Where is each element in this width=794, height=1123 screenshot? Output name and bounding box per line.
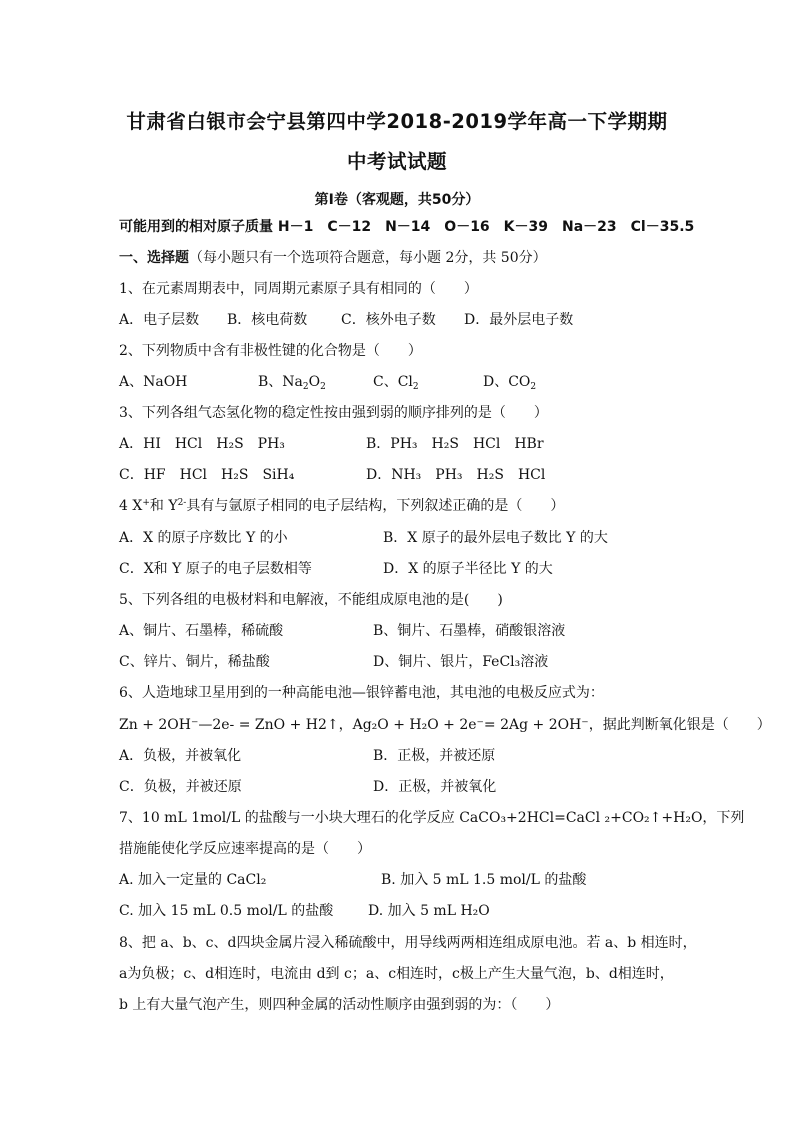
question-8-line3: b 上有大量气泡产生，则四种金属的活动性顺序由强到弱的为：（ ） (119, 997, 560, 1013)
question-6-stem: 6、人造地球卫星用到的一种高能电池—银锌蓄电池，其电池的电极反应式为： (119, 685, 604, 701)
q2-option-d-sub: 2 (530, 382, 537, 392)
q6-option-a: A．负极，并被氧化 (119, 748, 242, 764)
q4-stem-text3: 具有与氩原子相同的电子层结构，下列叙述正确的是（ ） (186, 498, 565, 514)
q1-option-a: A．电子层数 (119, 312, 200, 328)
q4-stem-text2: 和 Y (149, 498, 178, 514)
atomic-masses-line: 可能用到的相对原子质量 H－1 C－12 N－14 O－16 K－39 Na－23 Cl－35.5 (119, 219, 695, 235)
section-heading-label: 一、选择题 (119, 250, 189, 266)
q1-option-d: D．最外层电子数 (464, 312, 574, 328)
exam-title-line1: 甘肃省白银市会宁县第四中学2018-2019学年高一下学期期 (126, 110, 668, 133)
q3-option-c: C．HF HCl H₂S SiH₄ (119, 467, 295, 483)
q3-option-d: D．NH₃ PH₃ H₂S HCl (366, 467, 546, 483)
q5-option-b: B、铜片、石墨棒，硝酸银溶液 (373, 623, 566, 639)
question-7-stem-line2: 措施能使化学反应速率提高的是（ ） (119, 841, 371, 857)
q3-option-a: A．HI HCl H₂S PH₃ (119, 436, 285, 452)
q6-option-d: D．正极，并被氧化 (373, 779, 497, 795)
q4-stem-text1: 4 X (119, 498, 143, 514)
q6-option-b: B．正极，并被还原 (373, 748, 496, 764)
q4-stem-sup2: 2- (177, 498, 187, 508)
q2-option-c-text: C、Cl (373, 374, 413, 390)
q2-option-d-text: D、CO (483, 374, 531, 390)
q2-option-d (483, 373, 536, 391)
q2-option-b-text2: O (308, 374, 321, 390)
q3-option-b: B．PH₃ H₂S HCl HBr (366, 436, 544, 452)
question-5-stem: 5、下列各组的电极材料和电解液，不能组成原电池的是( ) (119, 592, 503, 608)
section-heading (119, 249, 547, 267)
q4-stem-sup1: + (142, 498, 150, 508)
q1-option-b: B．核电荷数 (227, 312, 308, 328)
q2-option-c-sub: 2 (412, 382, 419, 392)
question-3-stem: 3、下列各组气态氢化物的稳定性按由强到弱的顺序排列的是（ ） (119, 405, 548, 421)
question-6-equation: Zn + 2OH⁻—2e- = ZnO + H2↑，Ag₂O + H₂O + 2e⁻= 2Ag + 2OH⁻，据此判断氧化银是（ ） (119, 717, 771, 733)
q5-option-d: D、铜片、银片，FeCl₃溶液 (373, 654, 549, 670)
q6-option-c: C．负极，并被还原 (119, 779, 242, 795)
q2-option-a: A、NaOH (119, 374, 188, 390)
question-1-stem: 1、在元素周期表中，同周期元素原子具有相同的（ ） (119, 281, 478, 297)
q2-option-c (373, 373, 419, 391)
q5-option-a: A、铜片、石墨棒，稀硫酸 (119, 623, 284, 639)
q4-option-c: C．X和 Y 原子的电子层数相等 (119, 561, 312, 577)
q7-option-b: B. 加入 5 mL 1.5 mol/L 的盐酸 (381, 872, 587, 888)
q2-option-b-text1: B、Na (258, 374, 303, 390)
question-7-stem-line1: 7、10 mL 1mol/L 的盐酸与一小块大理石的化学反应 CaCO₃+2HCl=CaCl ₂+CO₂↑+H₂O，下列 (119, 810, 745, 826)
q7-option-d: D. 加入 5 mL H₂O (368, 903, 490, 919)
q2-option-b (258, 373, 326, 391)
question-4-stem (119, 497, 564, 515)
q7-option-a: A. 加入一定量的 CaCl₂ (119, 872, 267, 888)
q1-option-c: C．核外电子数 (341, 312, 436, 328)
question-8-line2: a为负极；c、d相连时，电流由 d到 c；a、c相连时，c极上产生大量气泡，b、d相连时， (119, 966, 674, 982)
exam-title-line2: 中考试试题 (346, 150, 447, 173)
question-2-stem: 2、下列物质中含有非极性键的化合物是（ ） (119, 343, 422, 359)
q4-option-d: D．X 的原子半径比 Y 的大 (383, 561, 553, 577)
q7-option-c: C. 加入 15 mL 0.5 mol/L 的盐酸 (119, 903, 334, 919)
q2-option-b-sub2: 2 (320, 382, 326, 392)
q4-option-b: B．X 原子的最外层电子数比 Y 的大 (383, 530, 608, 546)
section-subtitle: 第Ⅰ卷（客观题，共50分） (314, 192, 480, 208)
q5-option-c: C、锌片、铜片，稀盐酸 (119, 654, 270, 670)
section-heading-note: （每小题只有一个选项符合题意，每小题 2分，共 50分） (189, 250, 547, 266)
q2-option-b-sub1: 2 (302, 382, 309, 392)
question-8-line1: 8、把 a、b、c、d四块金属片浸入稀硫酸中，用导线两两相连组成原电池。若 a、b 相连时， (119, 935, 697, 951)
q4-option-a: A．X 的原子序数比 Y 的小 (119, 530, 288, 546)
